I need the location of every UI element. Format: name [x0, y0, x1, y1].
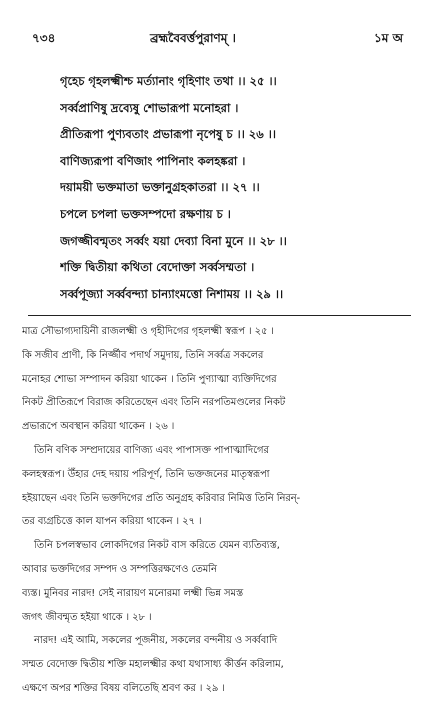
page-header	[32, 30, 403, 48]
prose-line: তিনি বণিক সম্প্রদায়ের বাণিজ্য এবং পাপাসক্ত পাপাত্মাদিগের	[34, 444, 269, 456]
prose-line: জগৎ জীবন্মৃত হইয়া থাকে । ২৮ ।	[22, 611, 152, 623]
verse-line: চপলে চপলা ভক্তসম্পদো রক্ষণায় চ ।	[60, 206, 231, 221]
verse-line: সর্ব্বপ্রাণিষু দ্রব্যেষু শোভারূপা মনোহরা ।	[60, 100, 239, 115]
prose-line: প্রভারূপে অবস্থান করিয়া থাকেন । ২৬ ।	[22, 421, 175, 433]
prose-line: মনোহর শোভা সম্পাদন করিয়া থাকেন । তিনি পুণ্যাত্মা ব্যক্তিদিগের	[22, 373, 277, 385]
verse-line: গৃহেচ গৃহলক্ষ্মীশ্চ মর্ত্যানাং গৃহিণাং তথা ।। ২৫ ।।	[60, 74, 277, 88]
prose-line: সম্মত বেদোক্ত দ্বিতীয় শক্তি মহালক্ষ্মীর কথা যথাসাধ্য কীর্ত্তন করিলাম,	[22, 659, 284, 671]
verse-line: দয়াময়ী ভক্তমাতা ভক্তানুগ্রহকাতরা ।। ২৭ ।।	[60, 180, 260, 195]
prose-line: কলহস্বরূপ। উঁহার দেহ দয়ায় পরিপূর্ণ, তিনি ভক্তজনের মাতৃস্বরূপা	[22, 468, 270, 480]
prose-line: মাত্র সৌভাগ্যদায়িনী রাজলক্ষ্মী ও গৃহীদিগের গৃহলক্ষ্মী স্বরূপ । ২৫ ।	[22, 326, 274, 337]
section-divider	[28, 315, 411, 316]
prose-line: ব্যস্ত। মুনিবর নারদ! সেই নারায়ণ মনোরমা লক্ষ্মী ভিন্ন সমস্ত	[22, 587, 243, 599]
verse-line: জগজ্জীবন্মৃতং সর্ব্বং যয়া দেব্যা বিনা মুনে ।। ২৮ ।।	[60, 233, 287, 248]
verse-line: বাণিজ্যরূপা বণিজাং পাপিনাং কলহঙ্করা ।	[60, 153, 246, 168]
prose-line: আবার ভক্তদিগের সম্পদ ও সম্পত্তিরক্ষণেও তেমনি	[22, 563, 217, 575]
prose-line: নারদ! এই আমি, সকলের পূজনীয়, সকলের বন্দনীয় ও সর্ব্ববাদি	[34, 635, 278, 647]
prose-line: হইয়াছেন এবং তিনি ভক্তদিগের প্রতি অনুগ্রহ করিবার নিমিত্ত তিনি নিরন্-	[22, 492, 301, 504]
sanskrit-verses	[60, 68, 410, 307]
verse-line: শক্তি দ্বিতীয়া কথিতা বেদোক্তা সর্ব্বসম্মতা ।	[60, 260, 255, 275]
verse-line: সর্ব্বপূজ্যা সর্ব্ববন্দ্যা চান্যাংমত্তো নিশাময় ।। ২৯ ।।	[60, 286, 284, 301]
verse-line: প্রীতিরূপা পুণ্যবতাং প্রভারূপা নৃপেষু চ ।। ২৬ ।।	[60, 127, 276, 142]
bengali-translation	[22, 320, 414, 701]
chapter-marker: ১ম অ	[373, 31, 403, 45]
prose-line: তর ব্যগ্রচিত্তে কাল যাপন করিয়া থাকেন । ২৭ ।	[22, 516, 202, 528]
prose-line: কি সজীব প্রাণী, কি নির্জ্জীব পদার্থ সমুদায়, তিনি সর্ব্বত্র সকলের	[22, 349, 264, 361]
page-number: ৭৩৪	[32, 31, 56, 45]
prose-line: নিকট প্রীতিরূপে বিরাজ করিতেছেন এবং তিনি নরপতিমণ্ডলের নিকট	[22, 397, 286, 409]
prose-line: এক্ষণে অপর শক্তির বিষয় বলিতেছি শ্রবণ কর । ২৯ ।	[22, 682, 225, 694]
running-title: ব্রহ্মবৈবর্ত্তপুরাণম্‌ ।	[150, 31, 236, 45]
prose-line: তিনি চপলস্বভাব লোকদিগের নিকট বাস করিতে যেমন ব্যতিব্যস্ত,	[34, 540, 280, 552]
